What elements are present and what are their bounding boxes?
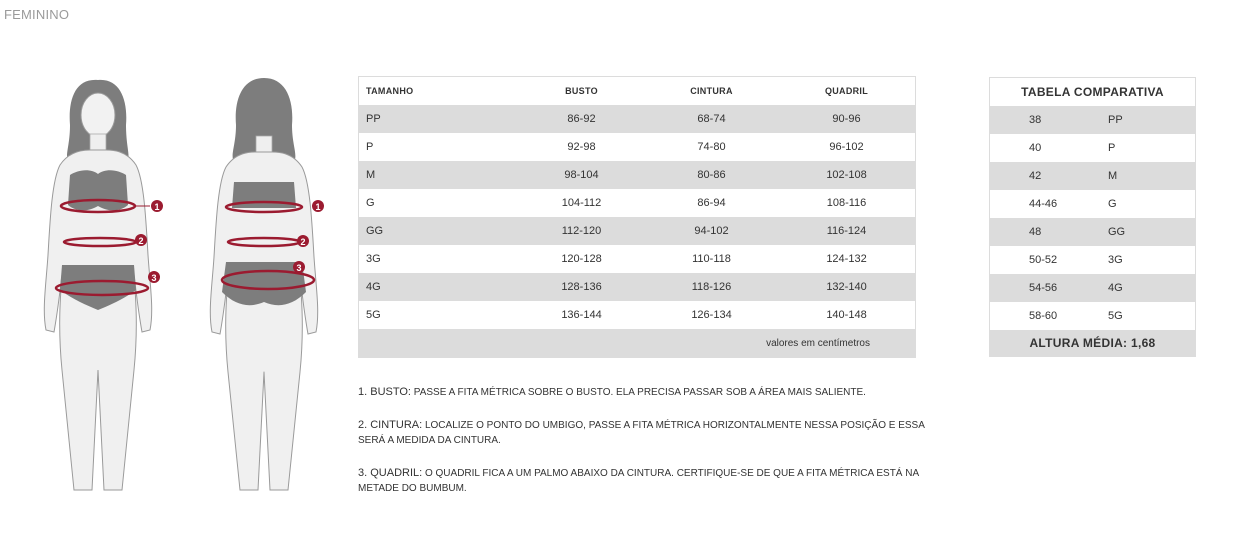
size-table bbox=[358, 76, 916, 358]
table-cell: 112-120 bbox=[561, 225, 602, 237]
table-row bbox=[990, 274, 1195, 302]
table-cell: 94-102 bbox=[694, 225, 729, 237]
table-cell: 108-116 bbox=[826, 197, 867, 209]
table-cell: 126-134 bbox=[691, 309, 732, 321]
instruction-text: PASSE A FITA MÉTRICA SOBRE O BUSTO. ELA PRECISA PASSAR SOB A ÁREA MAIS SALIENTE. bbox=[410, 387, 866, 398]
table-cell: 48 bbox=[1029, 226, 1042, 238]
table-cell: 90-96 bbox=[832, 113, 861, 125]
table-cell: 116-124 bbox=[826, 225, 867, 237]
size-table-header bbox=[359, 77, 915, 105]
page-title: FEMININO bbox=[4, 7, 70, 22]
table-row bbox=[359, 105, 915, 133]
svg-text:2: 2 bbox=[300, 237, 306, 247]
table-cell: 42 bbox=[1029, 170, 1042, 182]
header-cintura: CINTURA bbox=[690, 86, 733, 96]
average-height: ALTURA MÉDIA: 1,68 bbox=[990, 330, 1195, 356]
measurement-instructions bbox=[358, 385, 938, 514]
comparative-table-title: TABELA COMPARATIVA bbox=[1021, 85, 1164, 99]
svg-text:1: 1 bbox=[154, 202, 160, 212]
instruction-text: LOCALIZE O PONTO DO UMBIGO, PASSE A FITA MÉTRICA HORIZONTALMENTE NESSA POSIÇÃO E ESSA SERÁ A MEDIDA DA CINTURA. bbox=[358, 420, 925, 446]
table-cell: 68-74 bbox=[697, 113, 726, 125]
table-row bbox=[359, 161, 915, 189]
table-cell: 140-148 bbox=[826, 309, 867, 321]
instruction-lead: 3. QUADRIL: bbox=[358, 467, 423, 479]
table-cell: P bbox=[366, 141, 374, 153]
table-cell: 5G bbox=[366, 309, 381, 321]
table-cell: GG bbox=[1108, 226, 1126, 238]
table-row bbox=[359, 245, 915, 273]
body-measurement-illustration bbox=[30, 70, 350, 510]
table-row bbox=[359, 133, 915, 161]
table-cell: 50-52 bbox=[1029, 254, 1058, 266]
table-cell: 136-144 bbox=[561, 309, 602, 321]
table-row bbox=[990, 218, 1195, 246]
instruction-lead: 1. BUSTO: bbox=[358, 386, 411, 398]
back-figure bbox=[210, 78, 317, 490]
table-row bbox=[990, 246, 1195, 274]
table-cell: 4G bbox=[366, 281, 381, 293]
svg-text:1: 1 bbox=[315, 202, 321, 212]
instruction-quadril bbox=[358, 466, 938, 496]
table-cell: PP bbox=[1108, 114, 1123, 126]
table-cell: 92-98 bbox=[567, 141, 596, 153]
table-cell: M bbox=[1108, 170, 1118, 182]
table-row bbox=[990, 134, 1195, 162]
table-row bbox=[359, 189, 915, 217]
table-cell: 86-92 bbox=[567, 113, 596, 125]
front-marker-3 bbox=[148, 271, 160, 283]
table-cell: 124-132 bbox=[826, 253, 867, 265]
front-figure bbox=[44, 80, 151, 490]
table-cell: 110-118 bbox=[692, 253, 731, 265]
table-row bbox=[359, 301, 915, 329]
back-marker-1 bbox=[312, 200, 324, 212]
table-cell: GG bbox=[366, 225, 384, 237]
header-tamanho: TAMANHO bbox=[366, 86, 414, 96]
table-row bbox=[990, 162, 1195, 190]
table-cell: PP bbox=[366, 113, 381, 125]
table-cell: 120-128 bbox=[561, 253, 602, 265]
table-cell: 4G bbox=[1108, 282, 1123, 294]
back-marker-2 bbox=[297, 235, 309, 247]
table-cell: 96-102 bbox=[829, 141, 864, 153]
svg-text:3: 3 bbox=[296, 263, 302, 273]
svg-text:3: 3 bbox=[151, 273, 157, 283]
table-row bbox=[990, 190, 1195, 218]
table-row bbox=[990, 302, 1195, 330]
table-cell: 3G bbox=[366, 253, 381, 265]
table-cell: M bbox=[366, 169, 376, 181]
table-cell: 128-136 bbox=[561, 281, 602, 293]
size-table-footer: valores em centímetros bbox=[359, 329, 915, 357]
back-marker-3 bbox=[293, 261, 305, 273]
table-cell: 86-94 bbox=[697, 197, 726, 209]
table-cell: 38 bbox=[1029, 114, 1042, 126]
svg-text:2: 2 bbox=[138, 236, 144, 246]
header-busto: BUSTO bbox=[565, 86, 598, 96]
table-cell: P bbox=[1108, 142, 1116, 154]
table-cell: G bbox=[1108, 198, 1117, 210]
comparative-table bbox=[989, 77, 1196, 357]
table-cell: 98-104 bbox=[564, 169, 599, 181]
table-cell: 74-80 bbox=[697, 141, 726, 153]
table-row bbox=[990, 106, 1195, 134]
table-cell: 58-60 bbox=[1029, 310, 1058, 322]
table-cell: 102-108 bbox=[826, 169, 867, 181]
table-cell: 40 bbox=[1029, 142, 1042, 154]
table-cell: 104-112 bbox=[561, 197, 602, 209]
table-row bbox=[359, 217, 915, 245]
table-cell: G bbox=[366, 197, 375, 209]
table-cell: 44-46 bbox=[1029, 198, 1058, 210]
table-row bbox=[359, 273, 915, 301]
table-cell: 80-86 bbox=[697, 169, 726, 181]
front-marker-1 bbox=[151, 200, 163, 212]
table-cell: 54-56 bbox=[1029, 282, 1058, 294]
table-cell: 5G bbox=[1108, 310, 1123, 322]
table-cell: 132-140 bbox=[826, 281, 867, 293]
instruction-text: O QUADRIL FICA A UM PALMO ABAIXO DA CINTURA. CERTIFIQUE-SE DE QUE A FITA MÉTRICA ESTÁ NA METADE DO BUMBUM. bbox=[358, 468, 919, 494]
instruction-lead: 2. CINTURA: bbox=[358, 419, 423, 431]
table-cell: 118-126 bbox=[691, 281, 732, 293]
front-marker-2 bbox=[135, 234, 147, 246]
header-quadril: QUADRIL bbox=[824, 86, 869, 96]
instruction-cintura bbox=[358, 418, 938, 448]
instruction-busto bbox=[358, 385, 938, 400]
table-cell: 3G bbox=[1108, 254, 1123, 266]
